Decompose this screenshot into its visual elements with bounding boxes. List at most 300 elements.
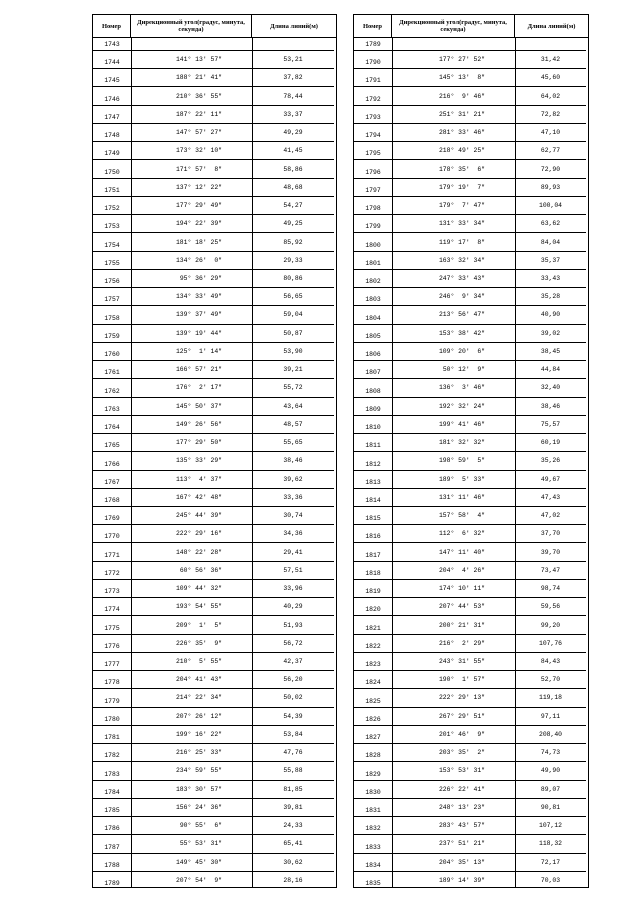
bearing-angle: 247° 33' 43" xyxy=(438,274,485,282)
bearing-angle: 90° 55' 6" xyxy=(179,822,222,830)
header-length: Длина линий(м) xyxy=(527,22,576,30)
line-length: 45,60 xyxy=(540,74,561,82)
row-divider xyxy=(354,324,586,325)
line-length: 35,28 xyxy=(540,293,561,301)
row-divider xyxy=(93,415,334,416)
bearing-angle: 139° 37' 49" xyxy=(175,311,222,319)
point-number: 1830 xyxy=(365,788,381,796)
row-divider xyxy=(93,86,334,87)
point-number: 1792 xyxy=(365,95,381,103)
bearing-angle: 204° 41' 43" xyxy=(175,676,222,684)
line-length: 58,86 xyxy=(283,165,303,173)
point-number: 1835 xyxy=(365,880,381,887)
point-number: 1763 xyxy=(104,405,120,413)
line-length: 78,44 xyxy=(283,92,303,100)
point-number: 1800 xyxy=(365,241,381,249)
line-length: 89,07 xyxy=(540,785,561,793)
point-number: 1783 xyxy=(104,770,120,778)
line-length: 63,62 xyxy=(540,220,561,228)
line-length: 85,92 xyxy=(283,238,303,246)
bearing-angle: 189° 14' 39" xyxy=(438,876,485,884)
line-length: 74,73 xyxy=(540,749,561,757)
row-divider xyxy=(93,597,334,598)
line-length: 39,62 xyxy=(283,475,303,483)
bearing-angle: 201° 46' 9" xyxy=(438,730,485,738)
point-number: 1789 xyxy=(104,880,120,887)
bearing-angle: 95° 36' 29" xyxy=(179,274,222,282)
point-number: 1748 xyxy=(104,132,120,140)
row-divider xyxy=(354,141,586,142)
line-length: 54,27 xyxy=(283,202,303,210)
line-length: 41,45 xyxy=(283,147,303,155)
row-divider xyxy=(93,342,334,343)
line-length: 72,90 xyxy=(540,165,561,173)
line-length: 118,32 xyxy=(538,840,562,848)
point-number: 1784 xyxy=(104,788,120,796)
point-number: 1827 xyxy=(365,734,381,742)
line-length: 55,72 xyxy=(283,384,303,392)
line-length: 70,03 xyxy=(540,876,561,884)
point-number: 1782 xyxy=(104,752,120,760)
line-length: 47,02 xyxy=(540,512,561,520)
point-number: 1795 xyxy=(365,150,381,158)
line-length: 49,25 xyxy=(283,220,303,228)
row-divider xyxy=(354,761,586,762)
line-length: 47,43 xyxy=(540,493,561,501)
bearing-angle: 171° 57' 8" xyxy=(175,165,222,173)
row-divider xyxy=(93,688,334,689)
line-length: 60,19 xyxy=(540,439,561,447)
bearing-angle: 246° 9' 34" xyxy=(438,293,485,301)
line-length: 38,46 xyxy=(283,457,303,465)
bearing-angle: 199° 41' 46" xyxy=(438,420,485,428)
line-length: 33,96 xyxy=(283,585,303,593)
line-length: 107,12 xyxy=(538,822,562,830)
point-number: 1767 xyxy=(104,478,120,486)
line-length: 44,84 xyxy=(540,366,561,374)
row-divider xyxy=(93,105,334,106)
point-number: 1760 xyxy=(104,351,120,359)
bearing-angle: 176° 2' 17" xyxy=(175,384,222,392)
point-number: 1831 xyxy=(365,807,381,815)
line-length: 56,65 xyxy=(283,293,303,301)
row-divider xyxy=(93,652,334,653)
bearing-angle: 192° 32' 24" xyxy=(438,402,485,410)
row-divider xyxy=(354,378,586,379)
bearing-angle: 216° 25' 33" xyxy=(175,749,222,757)
point-number: 1766 xyxy=(104,460,120,468)
point-number: 1753 xyxy=(104,223,120,231)
bearing-angle: 173° 32' 10" xyxy=(175,147,222,155)
row-divider xyxy=(93,433,334,434)
point-number: 1769 xyxy=(104,515,120,523)
header-number: Номер xyxy=(93,15,131,37)
left-table-body xyxy=(93,38,336,887)
row-divider xyxy=(93,251,334,252)
point-number: 1770 xyxy=(104,533,120,541)
bearing-angle: 226° 35' 9" xyxy=(175,639,222,647)
bearing-angle: 60° 56' 36" xyxy=(179,566,222,574)
line-length: 64,02 xyxy=(540,92,561,100)
point-number: 1794 xyxy=(365,132,381,140)
line-length: 72,82 xyxy=(540,110,561,118)
row-divider xyxy=(354,451,586,452)
bearing-angle: 222° 29' 13" xyxy=(438,694,485,702)
line-length: 55,65 xyxy=(283,439,303,447)
bearing-angle: 218° 49' 25" xyxy=(438,147,485,155)
bearing-angle: 179° 7' 47" xyxy=(438,202,485,210)
point-number: 1765 xyxy=(104,442,120,450)
line-length: 47,76 xyxy=(283,749,303,757)
line-length: 53,90 xyxy=(283,347,303,355)
row-divider xyxy=(354,688,586,689)
point-number: 1764 xyxy=(104,424,120,432)
row-divider xyxy=(354,579,586,580)
line-length: 28,16 xyxy=(283,876,303,884)
row-divider xyxy=(354,853,586,854)
line-length: 29,41 xyxy=(283,548,303,556)
line-length: 84,43 xyxy=(540,658,561,665)
point-number: 1768 xyxy=(104,496,120,504)
point-number: 1816 xyxy=(365,533,381,541)
point-number: 1828 xyxy=(365,752,381,760)
row-divider xyxy=(93,634,334,635)
line-length: 38,46 xyxy=(540,402,561,410)
point-number: 1758 xyxy=(104,314,120,322)
point-number: 1755 xyxy=(104,259,120,267)
line-length: 32,40 xyxy=(540,384,561,392)
row-divider xyxy=(93,451,334,452)
line-length: 56,72 xyxy=(283,639,303,647)
line-length: 48,57 xyxy=(283,420,303,428)
point-number: 1774 xyxy=(104,606,120,614)
point-number: 1820 xyxy=(365,606,381,614)
point-number: 1825 xyxy=(365,697,381,705)
line-length: 81,85 xyxy=(283,785,303,793)
row-divider xyxy=(93,269,334,270)
bearing-angle: 134° 33' 49" xyxy=(175,293,222,301)
line-length: 39,02 xyxy=(540,329,561,337)
point-number: 1834 xyxy=(365,861,381,869)
line-length: 40,90 xyxy=(540,311,561,319)
line-length: 39,21 xyxy=(283,366,303,374)
point-number: 1762 xyxy=(104,387,120,395)
bearing-angle: 226° 22' 41" xyxy=(438,785,485,793)
bearing-angle: 119° 17' 8" xyxy=(438,238,485,246)
point-number: 1772 xyxy=(104,569,120,577)
bearing-angle: 136° 3' 46" xyxy=(438,384,485,392)
point-number: 1817 xyxy=(365,551,381,559)
point-number: 1773 xyxy=(104,588,120,596)
row-divider xyxy=(354,652,586,653)
point-number: 1824 xyxy=(365,679,381,687)
point-number: 1788 xyxy=(104,861,120,869)
point-number: 1814 xyxy=(365,496,381,504)
row-divider xyxy=(354,488,586,489)
row-divider xyxy=(354,725,586,726)
line-length: 35,26 xyxy=(540,457,561,465)
line-length: 49,29 xyxy=(283,129,303,137)
bearing-angle: 207° 26' 12" xyxy=(175,712,222,720)
row-divider xyxy=(354,342,586,343)
bearing-angle: 177° 27' 52" xyxy=(438,56,485,64)
point-number: 1829 xyxy=(365,770,381,778)
point-number: 1810 xyxy=(365,424,381,432)
bearing-angle: 148° 22' 28" xyxy=(175,548,222,556)
bearing-angle: 167° 42' 48" xyxy=(175,493,222,501)
point-number: 1775 xyxy=(104,624,120,632)
bearing-angle: 187° 22' 11" xyxy=(175,110,222,118)
row-divider xyxy=(354,287,586,288)
row-divider xyxy=(93,159,334,160)
point-number: 1799 xyxy=(365,223,381,231)
point-number: 1809 xyxy=(365,405,381,413)
bearing-angle: 147° 11' 40" xyxy=(438,548,485,556)
row-divider xyxy=(354,524,586,525)
row-divider xyxy=(354,159,586,160)
line-length: 53,84 xyxy=(283,730,303,738)
line-length: 49,67 xyxy=(540,475,561,483)
line-length: 30,74 xyxy=(283,512,303,520)
row-divider xyxy=(93,324,334,325)
bearing-angle: 109° 44' 32" xyxy=(175,585,222,593)
bearing-angle: 181° 18' 25" xyxy=(175,238,222,246)
header-number: Номер xyxy=(354,15,392,37)
row-divider xyxy=(93,853,334,854)
line-length: 50,02 xyxy=(283,694,303,702)
line-length: 31,42 xyxy=(540,56,561,64)
bearing-angle: 166° 57' 21" xyxy=(175,366,222,374)
bearing-angle: 147° 57' 27" xyxy=(175,129,222,137)
row-divider xyxy=(93,524,334,525)
right-table-body xyxy=(354,38,588,887)
line-length: 38,45 xyxy=(540,347,561,355)
bearing-angle: 174° 10' 11" xyxy=(438,585,485,593)
bearing-angle: 245° 44' 39" xyxy=(175,512,222,520)
bearing-angle: 193° 54' 55" xyxy=(175,603,222,611)
row-divider xyxy=(93,670,334,671)
row-divider xyxy=(93,360,334,361)
line-length: 107,76 xyxy=(538,639,562,647)
bearing-angle: 198° 59' 5" xyxy=(438,457,485,465)
row-divider xyxy=(93,561,334,562)
line-length: 98,74 xyxy=(540,585,561,593)
bearing-angle: 237° 51' 21" xyxy=(438,840,485,848)
row-divider xyxy=(354,105,586,106)
row-divider xyxy=(354,232,586,233)
point-number: 1777 xyxy=(104,661,120,669)
point-number: 1791 xyxy=(365,77,381,85)
point-number: 1804 xyxy=(365,314,381,322)
line-length: 33,36 xyxy=(283,493,303,501)
row-divider xyxy=(354,86,586,87)
bearing-angle: 234° 59' 55" xyxy=(175,767,222,775)
line-length: 54,39 xyxy=(283,712,303,720)
line-length: 80,86 xyxy=(283,274,303,282)
point-number: 1793 xyxy=(365,113,381,121)
bearing-angle: 204° 4' 26" xyxy=(438,566,485,574)
row-divider xyxy=(93,816,334,817)
line-length: 62,77 xyxy=(540,147,561,155)
bearing-angle: 113° 4' 37" xyxy=(175,475,222,483)
row-divider xyxy=(93,178,334,179)
row-divider xyxy=(93,798,334,799)
line-length: 52,70 xyxy=(540,676,561,684)
line-length: 84,04 xyxy=(540,238,561,246)
row-divider xyxy=(93,780,334,781)
point-number: 1789 xyxy=(365,41,381,48)
row-divider xyxy=(354,670,586,671)
point-number: 1745 xyxy=(104,77,120,85)
row-divider xyxy=(93,725,334,726)
row-divider xyxy=(354,178,586,179)
bearing-angle: 137° 12' 22" xyxy=(175,183,222,191)
bearing-angle: 125° 1' 14" xyxy=(175,347,222,355)
bearing-angle: 50° 12' 9" xyxy=(442,366,485,374)
bearing-angle: 194° 22' 39" xyxy=(175,220,222,228)
row-divider xyxy=(93,68,334,69)
point-number: 1803 xyxy=(365,296,381,304)
row-divider xyxy=(93,743,334,744)
line-length: 33,37 xyxy=(283,110,303,118)
row-divider xyxy=(354,470,586,471)
bearing-angle: 131° 11' 46" xyxy=(438,493,485,501)
row-divider xyxy=(93,707,334,708)
row-divider xyxy=(354,597,586,598)
point-number: 1823 xyxy=(365,661,381,669)
row-divider xyxy=(93,123,334,124)
point-number: 1812 xyxy=(365,460,381,468)
point-number: 1780 xyxy=(104,715,120,723)
line-length: 39,70 xyxy=(540,548,561,556)
row-divider xyxy=(354,615,586,616)
line-length: 65,41 xyxy=(283,840,303,848)
bearing-angle: 190° 1' 57" xyxy=(438,676,485,684)
line-length: 99,20 xyxy=(540,621,561,629)
row-divider xyxy=(93,615,334,616)
bearing-angle: 177° 29' 50" xyxy=(175,439,222,447)
point-number: 1757 xyxy=(104,296,120,304)
line-length: 208,40 xyxy=(538,730,562,738)
point-number: 1781 xyxy=(104,734,120,742)
line-length: 97,11 xyxy=(540,712,561,720)
right-table-header xyxy=(354,15,588,38)
bearing-angle: 281° 33' 46" xyxy=(438,129,485,137)
row-divider xyxy=(93,141,334,142)
point-number: 1822 xyxy=(365,642,381,650)
point-number: 1790 xyxy=(365,59,381,67)
line-length: 75,57 xyxy=(540,420,561,428)
bearing-angle: 283° 43' 57" xyxy=(438,822,485,830)
point-number: 1785 xyxy=(104,807,120,815)
line-length: 29,33 xyxy=(283,256,303,264)
line-length: 119,18 xyxy=(538,694,562,702)
point-number: 1819 xyxy=(365,588,381,596)
point-number: 1802 xyxy=(365,278,381,286)
bearing-angle: 183° 30' 57" xyxy=(175,785,222,793)
bearing-angle: 178° 35' 6" xyxy=(438,165,485,173)
header-angle: Дирекционный угол(градус, минута, секунда) xyxy=(131,15,252,37)
line-length: 49,90 xyxy=(540,767,561,775)
bearing-angle: 135° 33' 29" xyxy=(175,457,222,465)
header-length: Длина линий(м) xyxy=(270,22,318,30)
line-length: 30,62 xyxy=(283,858,303,866)
right-table xyxy=(353,14,589,888)
point-number: 1826 xyxy=(365,715,381,723)
line-length: 37,70 xyxy=(540,530,561,538)
point-number: 1751 xyxy=(104,186,120,194)
row-divider xyxy=(354,123,586,124)
point-number: 1813 xyxy=(365,478,381,486)
row-divider xyxy=(93,579,334,580)
point-number: 1786 xyxy=(104,825,120,833)
row-divider xyxy=(354,269,586,270)
bearing-angle: 157° 58' 4" xyxy=(438,512,485,520)
bearing-angle: 153° 53' 31" xyxy=(438,767,485,775)
line-length: 24,33 xyxy=(283,822,303,830)
bearing-angle: 200° 21' 31" xyxy=(438,621,485,629)
bearing-angle: 213° 56' 47" xyxy=(438,311,485,319)
row-divider xyxy=(93,232,334,233)
row-divider xyxy=(354,50,586,51)
row-divider xyxy=(354,707,586,708)
row-divider xyxy=(93,542,334,543)
bearing-angle: 203° 35' 2" xyxy=(438,749,485,757)
left-table xyxy=(92,14,337,888)
line-length: 100,04 xyxy=(538,202,562,210)
point-number: 1749 xyxy=(104,150,120,158)
row-divider xyxy=(354,68,586,69)
row-divider xyxy=(354,542,586,543)
bearing-angle: 145° 13' 8" xyxy=(438,74,485,82)
line-length: 50,87 xyxy=(283,329,303,337)
point-number: 1776 xyxy=(104,642,120,650)
point-number: 1754 xyxy=(104,241,120,249)
point-number: 1750 xyxy=(104,168,120,176)
bearing-angle: 210° 5' 55" xyxy=(175,658,222,665)
point-number: 1798 xyxy=(365,205,381,213)
row-divider xyxy=(93,196,334,197)
bearing-angle: 189° 5' 33" xyxy=(438,475,485,483)
bearing-angle: 267° 29' 51" xyxy=(438,712,485,720)
row-divider xyxy=(354,780,586,781)
row-divider xyxy=(354,506,586,507)
row-divider xyxy=(354,397,586,398)
line-length: 56,20 xyxy=(283,676,303,684)
row-divider xyxy=(354,871,586,872)
row-divider xyxy=(354,834,586,835)
bearing-angle: 141° 13' 57" xyxy=(175,56,222,64)
row-divider xyxy=(354,196,586,197)
bearing-angle: 139° 19' 44" xyxy=(175,329,222,337)
bearing-angle: 199° 16' 22" xyxy=(175,730,222,738)
line-length: 72,17 xyxy=(540,858,561,866)
row-divider xyxy=(354,433,586,434)
point-number: 1787 xyxy=(104,843,120,851)
bearing-angle: 209° 1' 5" xyxy=(175,621,222,629)
point-number: 1821 xyxy=(365,624,381,632)
point-number: 1797 xyxy=(365,186,381,194)
point-number: 1752 xyxy=(104,205,120,213)
bearing-angle: 248° 13' 23" xyxy=(438,803,485,811)
row-divider xyxy=(354,415,586,416)
line-length: 59,04 xyxy=(283,311,303,319)
point-number: 1832 xyxy=(365,825,381,833)
point-number: 1815 xyxy=(365,515,381,523)
row-divider xyxy=(354,743,586,744)
point-number: 1771 xyxy=(104,551,120,559)
line-length: 73,47 xyxy=(540,566,561,574)
